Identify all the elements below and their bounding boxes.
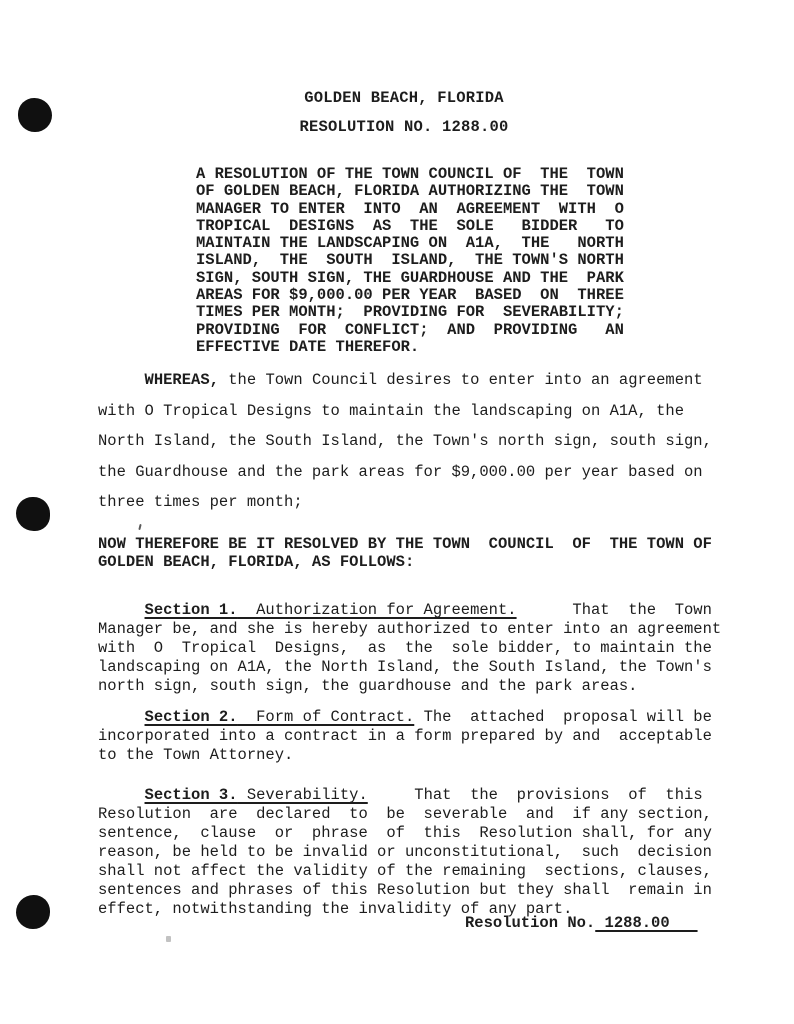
section-2-form-of-contract — [98, 708, 758, 765]
resolved-clause: NOW THEREFORE BE IT RESOLVED BY THE TOWN COUNCIL OF THE TOWN OF GOLDEN BEACH, FLORIDA, AS FOLLOWS: — [98, 535, 712, 571]
section-2-label: Section 2. — [144, 708, 238, 726]
section-1-heading-line — [98, 601, 758, 620]
section-3-heading-line — [98, 786, 758, 805]
hole-punch-top — [18, 98, 52, 132]
document-resolution-number-heading: RESOLUTION NO. 1288.00 — [299, 118, 509, 136]
section-2-indent — [98, 708, 145, 726]
section-3-indent — [98, 786, 145, 804]
section-3-heading — [145, 786, 368, 804]
section-3-title: Severability. — [237, 786, 368, 804]
section-2-first-line-text: The attached proposal will be — [414, 708, 712, 726]
document-town-heading: GOLDEN BEACH, FLORIDA — [304, 89, 504, 107]
section-3-label: Section 3. — [144, 786, 238, 804]
section-1-body-lines: Manager be, and she is hereby authorized to enter into an agreement with O Tropical Designs, as the sole bidder, to maintain the landscaping on A1A, the North Island, the South Island, the Town's north sign, south sign, the guardhouse and the park areas. — [98, 620, 722, 695]
stray-pen-tick — [138, 524, 141, 530]
resolution-title-block: A RESOLUTION OF THE TOWN COUNCIL OF THE TOWN OF GOLDEN BEACH, FLORIDA AUTHORIZING THE TOWN MANAGER TO ENTER INTO AN AGREEMENT WITH O TROPICAL DESIGNS AS THE SOLE BIDDER TO MAINTAIN THE LANDSCAPING ON A1A, THE NORTH ISLAND, THE SOUTH ISLAND, THE TOWN'S NORTH SIGN, SOUTH SIGN, THE GUARDHOUSE AND THE PARK AREAS FOR $9,000.00 PER YEAR BASED ON THREE TIMES PER MONTH; PROVIDING FOR SEVERABILITY; PROVIDING FOR CONFLICT; AND PROVIDING AN EFFECTIVE DATE THEREFOR. — [196, 165, 624, 356]
hole-punch-bottom — [16, 895, 50, 929]
whereas-clause — [98, 365, 738, 518]
stray-speck — [166, 936, 171, 942]
section-2-heading — [145, 708, 415, 726]
section-1-label: Section 1. — [144, 601, 238, 619]
whereas-indent — [98, 371, 145, 389]
section-1-authorization — [98, 601, 758, 696]
whereas-first-line — [98, 365, 738, 396]
section-1-indent — [98, 601, 145, 619]
section-2-body-lines: incorporated into a contract in a form prepared by and acceptable to the Town Attorney. — [98, 727, 712, 764]
section-1-title: Authorization for Agreement. — [237, 601, 517, 619]
whereas-keyword: WHEREAS, — [144, 371, 219, 389]
section-3-severability — [98, 786, 758, 919]
footer-resolution-number — [465, 914, 698, 933]
section-3-first-line-text: That the provisions of this — [367, 786, 703, 804]
hole-punch-middle — [16, 497, 50, 531]
footer-resolution-value: 1288.00 — [595, 914, 698, 932]
section-3-body-lines: Resolution are declared to be severable and if any section, sentence, clause or phrase of this Resolution shall, for any reason, be held to be invalid or unconstitutional, such decision shall not affect the validity of the remaining sections, clauses, sentences and phrases of this Resolution but they shall remain in effect, notwithstanding the invalidity of any part. — [98, 805, 712, 918]
section-2-heading-line — [98, 708, 758, 727]
section-1-heading — [145, 601, 517, 619]
whereas-body-lines: with O Tropical Designs to maintain the landscaping on A1A, the North Island, the South Island, the Town's north sign, south sign, the Guardhouse and the park areas for $9,000.00 per year based on three times per month; — [98, 401, 712, 512]
footer-resolution-label: Resolution No. — [465, 914, 596, 932]
whereas-first-line-text: the Town Council desires to enter into an agreement — [218, 371, 703, 389]
section-1-first-line-text: That the Town — [516, 601, 712, 619]
section-2-title: Form of Contract. — [237, 708, 415, 726]
